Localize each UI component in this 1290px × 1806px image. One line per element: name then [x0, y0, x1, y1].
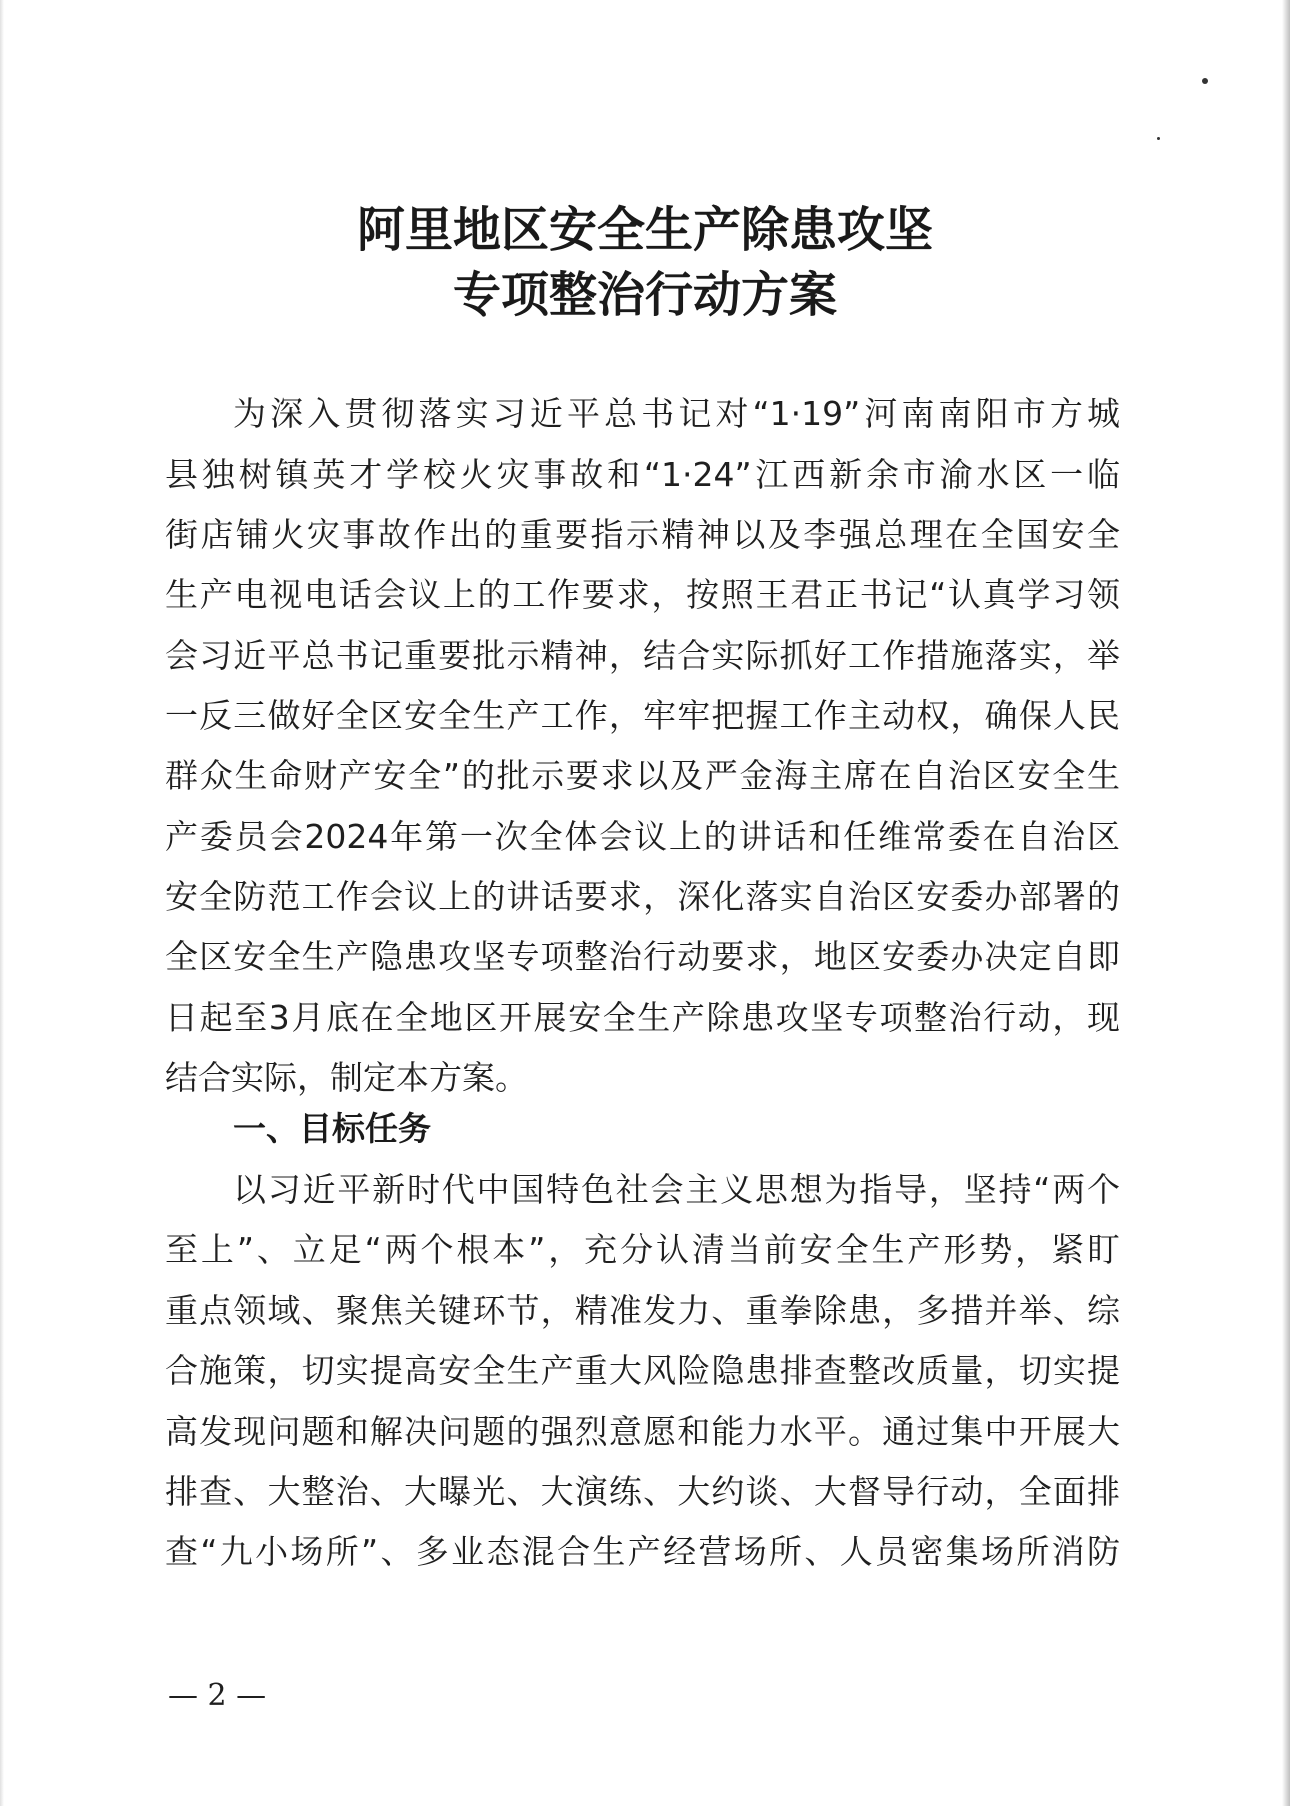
section-line: 至上”、立足“两个根本”，充分认清当前安全生产形势，紧盯 — [165, 1230, 1120, 1269]
intro-line: 安全防范工作会议上的讲话要求，深化落实自治区安委办部署的 — [165, 877, 1120, 916]
intro-line: 结合实际，制定本方案。 — [165, 1058, 528, 1097]
intro-line: 生产电视电话会议上的工作要求，按照王君正书记“认真学习领 — [165, 575, 1120, 614]
scan-speck — [1157, 137, 1160, 140]
section-line: 排查、大整治、大曝光、大演练、大约谈、大督导行动，全面排 — [165, 1472, 1120, 1511]
intro-line: 产委员会2024年第一次全体会议上的讲话和任维常委在自治区 — [165, 817, 1120, 856]
section-line: 合施策，切实提高安全生产重大风险隐患排查整改质量，切实提 — [165, 1351, 1120, 1390]
scan-speck — [1202, 78, 1208, 84]
intro-line: 日起至3月底在全地区开展安全生产除患攻坚专项整治行动，现 — [165, 998, 1120, 1037]
section-line: 查“九小场所”、多业态混合生产经营场所、人员密集场所消防 — [165, 1532, 1120, 1571]
intro-line: 群众生命财产安全”的批示要求以及严金海主席在自治区安全生 — [165, 756, 1120, 795]
page-number: — 2 — — [168, 1678, 267, 1713]
intro-line: 县独树镇英才学校火灾事故和“1·24”江西新余市渝水区一临 — [165, 455, 1120, 494]
intro-line: 街店铺火灾事故作出的重要指示精神以及李强总理在全国安全 — [165, 515, 1120, 554]
section-line: 以习近平新时代中国特色社会主义思想为指导，坚持“两个 — [233, 1170, 1120, 1209]
document-title-line-2: 专项整治行动方案 — [452, 267, 837, 323]
section-line: 高发现问题和解决问题的强烈意愿和能力水平。通过集中开展大 — [165, 1412, 1120, 1451]
section-heading: 一、目标任务 — [233, 1109, 431, 1148]
section-line: 重点领域、聚焦关键环节，精准发力、重拳除患，多措并举、综 — [165, 1291, 1120, 1330]
intro-line: 会习近平总书记重要批示精神，结合实际抓好工作措施落实，举 — [165, 636, 1120, 675]
document-title-line-1: 阿里地区安全生产除患攻坚 — [356, 202, 933, 258]
intro-line: 为深入贯彻落实习近平总书记对“1·19”河南南阳市方城 — [233, 394, 1120, 433]
intro-line: 全区安全生产隐患攻坚专项整治行动要求，地区安委办决定自即 — [165, 937, 1120, 976]
intro-line: 一反三做好全区安全生产工作，牢牢把握工作主动权，确保人民 — [165, 696, 1120, 735]
